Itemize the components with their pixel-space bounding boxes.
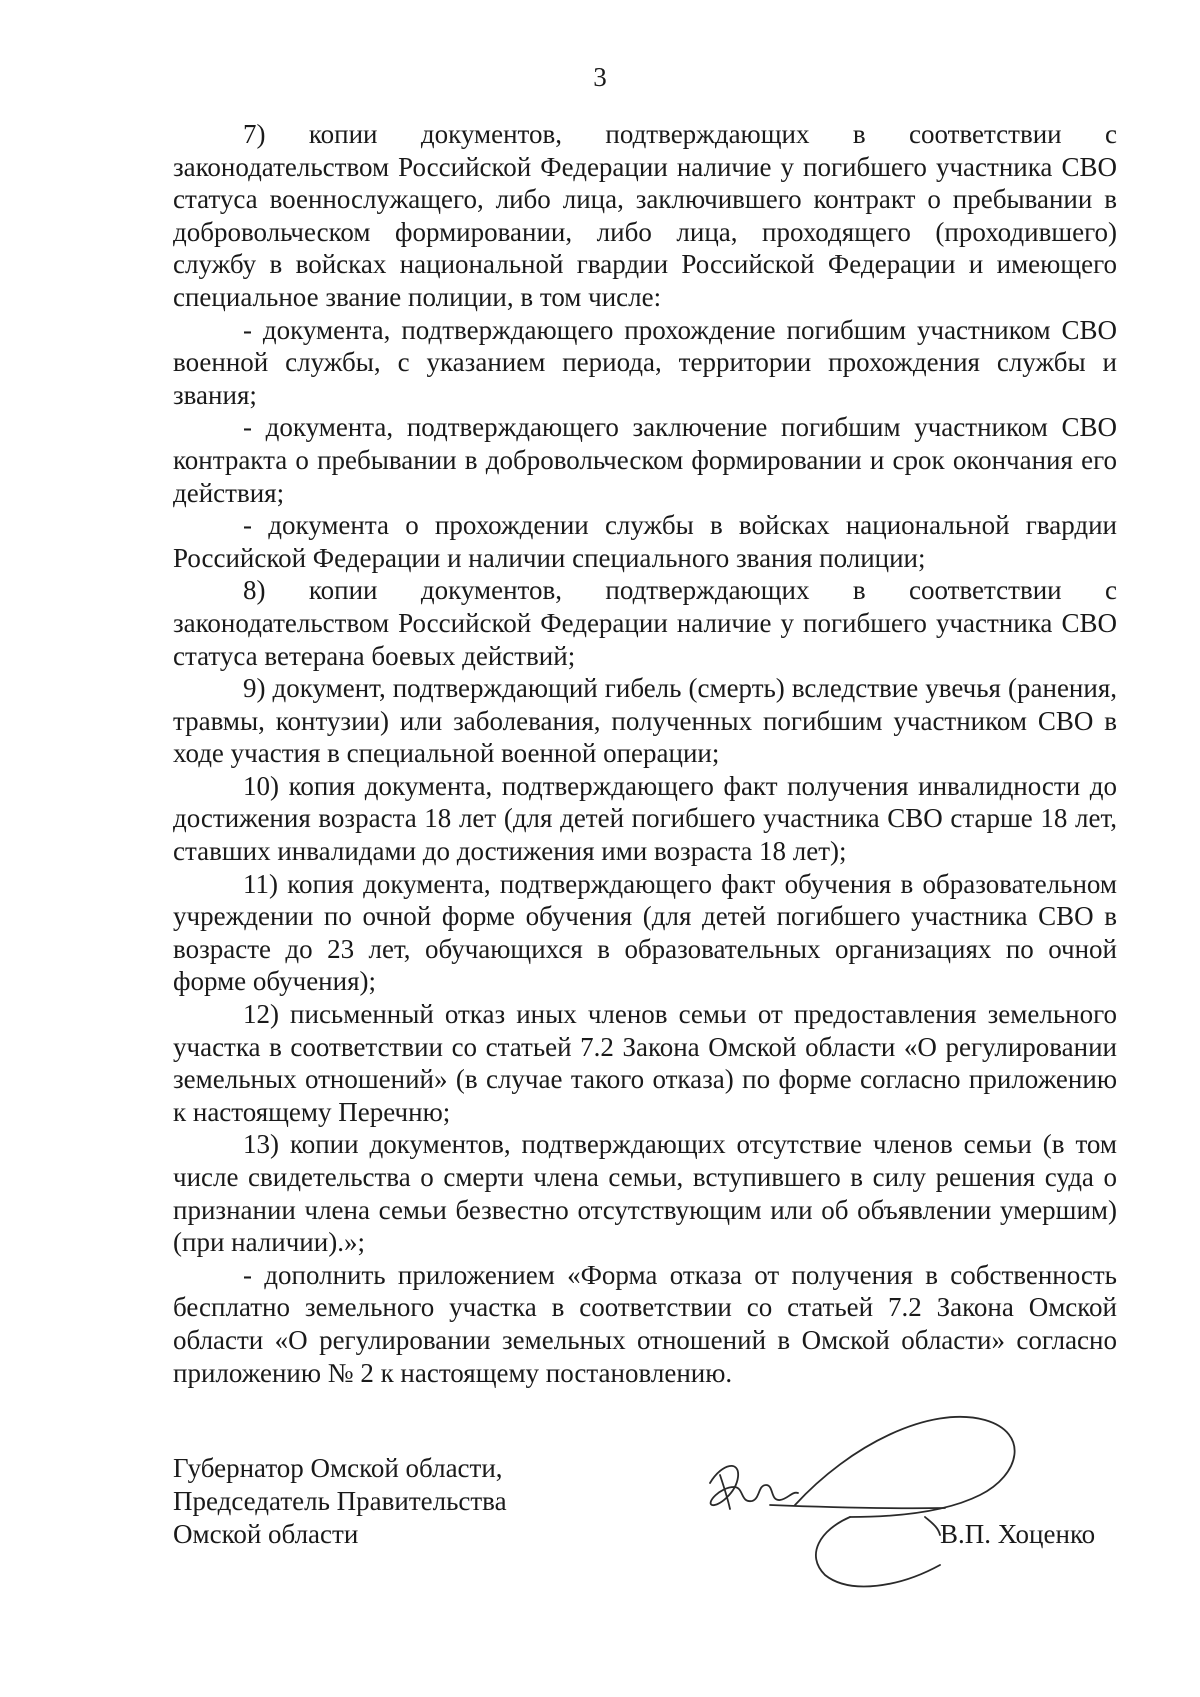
page-number: 3: [593, 62, 607, 92]
paragraph-subitem-national-guard: - документа о прохождении службы в войсках национальной гвардии Российской Федерации и наличии специального звания полиции;: [173, 510, 1117, 573]
handwritten-signature: [700, 1405, 1060, 1595]
paragraph-item-11: 11) копия документа, подтверждающего факт обучения в образовательном учреждении по очной форме обучения (для детей погибшего участника СВО в возрасте до 23 лет, обучающихся в образовательных организациях по очной форме обучения);: [173, 868, 1117, 997]
paragraph-item-12: 12) письменный отказ иных членов семьи от предоставления земельного участка в соответствии со статьей 7.2 Закона Омской области «О регулировании земельных отношений» (в случае такого отказа) по форме согласно приложению к настоящему Перечню;: [173, 999, 1117, 1127]
paragraph-item-10: 10) копия документа, подтверждающего факт получения инвалидности до достижения возраста 18 лет (для детей погибшего участника СВО старше 18 лет, ставших инвалидами до достижения ими возраста 18 лет);: [173, 770, 1117, 867]
paragraph-item-13: 13) копии документов, подтверждающих отсутствие членов семьи (в том числе свидетельства о смерти члена семьи, вступившего в силу решения суда о признании члена семьи безвестно отсутствующим или об объявлении умершим) (при наличии).»;: [173, 1129, 1117, 1258]
signatory-title-line: Омской области: [173, 1518, 359, 1549]
paragraph-subitem-military-service: - документа, подтверждающего прохождение погибшим участником СВО военной службы, с указанием периода, территории прохождения службы и звания;: [173, 314, 1117, 410]
signatory-title-line: Губернатор Омской области,: [173, 1453, 503, 1483]
paragraph-item-7: 7) копии документов, подтверждающих в соответствии с законодательством Российской Федерации наличие у погибшего участника СВО статуса военнослужащего, либо лица, заключившего контракт о пребывании в добровольческом формировании, либо лица, проходящего (проходившего) службу в войсках национальной гвардии Российской Федерации и имеющего специальное звание полиции, в том числе:: [173, 119, 1117, 312]
signatory-name: В.П. Хоценко: [940, 1519, 1096, 1549]
paragraph-item-9: 9) документ, подтверждающий гибель (смерть) вследствие увечья (ранения, травмы, контузии) или заболевания, полученных погибшим участником СВО в ходе участия в специальной военной операции;: [173, 673, 1117, 769]
paragraph-item-8: 8) копии документов, подтверждающих в соответствии с законодательством Российской Федерации наличие у погибшего участника СВО статуса ветерана боевых действий;: [173, 575, 1117, 671]
document-body: [173, 118, 1117, 1389]
signatory-title: [173, 1452, 507, 1550]
paragraph-subitem-volunteer-contract: - документа, подтверждающего заключение погибшим участником СВО контракта о пребывании в добровольческом формировании и срок окончания его действия;: [173, 412, 1117, 508]
paragraph-appendix-addition: - дополнить приложением «Форма отказа от получения в собственность бесплатно земельного участка в соответствии со статьей 7.2 Закона Омской области «О регулировании земельных отношений в Омской области» согласно приложению № 2 к настоящему постановлению.: [173, 1259, 1117, 1388]
signatory-title-line: Председатель Правительства: [173, 1485, 507, 1516]
